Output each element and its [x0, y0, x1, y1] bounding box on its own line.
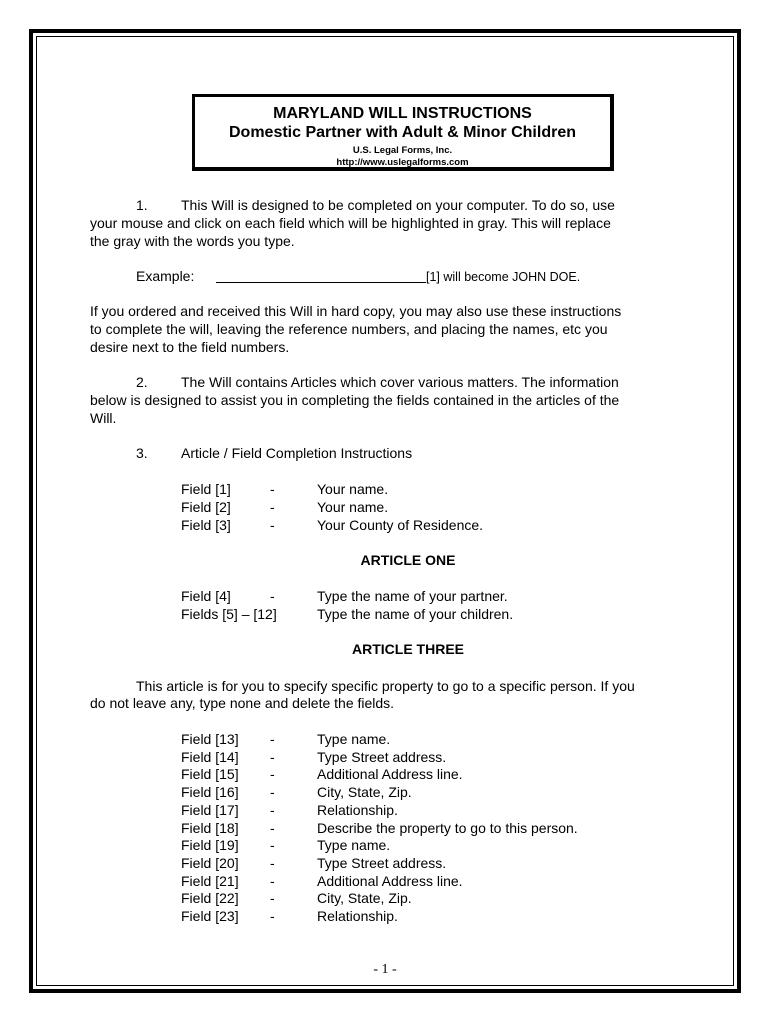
- field-description: Your name.: [317, 499, 389, 515]
- field-description: Type the name of your children.: [317, 606, 514, 622]
- field-dash: -: [270, 731, 275, 747]
- section2-line2: below is designed to assist you in completing the fields contained in the articles of the: [90, 392, 620, 408]
- field-dash: -: [270, 784, 275, 801]
- field-dash: -: [270, 517, 275, 533]
- field-label: Field [21]: [181, 872, 239, 889]
- field-label: Field [17]: [181, 801, 239, 818]
- example-blank-line: [216, 282, 426, 283]
- field-row: [181, 516, 661, 534]
- field-label: Field [3]: [181, 517, 231, 533]
- field-row: [181, 605, 661, 623]
- field-description: Describe the property to go to this person.: [317, 819, 578, 836]
- field-dash: -: [270, 819, 275, 836]
- section2-line3: Will.: [90, 410, 117, 426]
- field-dash: -: [270, 854, 275, 871]
- field-row: [181, 765, 661, 783]
- field-description: Type the name of your partner.: [317, 588, 508, 604]
- field-description: Type Street address.: [317, 748, 447, 765]
- field-description: Type Street address.: [317, 854, 447, 871]
- article-three-heading: ARTICLE THREE: [352, 641, 464, 657]
- field-description: Additional Address line.: [317, 766, 463, 783]
- title-box: [192, 94, 614, 171]
- field-row: [181, 801, 661, 819]
- document-subtitle: Domestic Partner with Adult & Minor Children: [229, 124, 576, 141]
- field-label: Field [13]: [181, 731, 239, 747]
- field-row: [181, 854, 661, 872]
- hardcopy-line2: to complete the will, leaving the reference numbers, and placing the names, etc you: [90, 321, 608, 337]
- field-description: City, State, Zip.: [317, 784, 412, 801]
- section1-line2: your mouse and click on each field which will be highlighted in gray. This will replace: [90, 215, 611, 231]
- field-dash: -: [270, 766, 275, 783]
- section2-number: 2.: [136, 374, 148, 390]
- article-three-line2: do not leave any, type none and delete the fields.: [90, 695, 395, 711]
- field-dash: -: [270, 872, 275, 889]
- field-description: Your County of Residence.: [317, 517, 484, 533]
- field-row: [181, 872, 661, 890]
- field-description: Type name.: [317, 731, 391, 747]
- section1-line1: This Will is designed to be completed on your computer. To do so, use: [181, 197, 615, 213]
- document-title: MARYLAND WILL INSTRUCTIONS: [273, 105, 532, 122]
- field-description: City, State, Zip.: [317, 890, 412, 907]
- field-label: Field [4]: [181, 588, 231, 604]
- section3-number: 3.: [136, 445, 148, 461]
- field-row: [181, 730, 661, 748]
- field-row: [181, 783, 661, 801]
- field-row: [181, 498, 661, 516]
- field-row: [181, 587, 661, 605]
- field-dash: -: [270, 801, 275, 818]
- field-dash: -: [270, 499, 275, 515]
- field-description: Type name.: [317, 837, 391, 854]
- field-dash: -: [270, 890, 275, 907]
- field-row: [181, 748, 661, 766]
- field-label: Field [14]: [181, 748, 239, 765]
- hardcopy-line3: desire next to the field numbers.: [90, 339, 290, 355]
- field-label: Field [2]: [181, 499, 231, 515]
- field-row: [181, 907, 661, 925]
- section1-number: 1.: [136, 197, 148, 213]
- field-dash: -: [270, 481, 275, 497]
- field-row: [181, 819, 661, 837]
- example-label: Example:: [136, 268, 195, 284]
- field-row: [181, 889, 661, 907]
- field-dash: -: [270, 908, 275, 924]
- company-name: U.S. Legal Forms, Inc.: [352, 145, 453, 156]
- field-label: Field [20]: [181, 854, 239, 871]
- company-url: http://www.uslegalforms.com: [336, 157, 469, 168]
- field-label: Fields [5] – [12]: [181, 606, 277, 622]
- field-description: Relationship.: [317, 908, 398, 924]
- field-label: Field [18]: [181, 819, 239, 836]
- field-row: [181, 836, 661, 854]
- field-label: Field [19]: [181, 837, 239, 854]
- field-label: Field [15]: [181, 766, 239, 783]
- field-description: Relationship.: [317, 801, 398, 818]
- field-dash: -: [270, 837, 275, 854]
- hardcopy-line1: If you ordered and received this Will in hard copy, you may also use these instructions: [90, 303, 622, 319]
- article-one-heading: ARTICLE ONE: [360, 552, 456, 568]
- field-row: [181, 480, 661, 498]
- field-dash: -: [270, 748, 275, 765]
- field-label: Field [1]: [181, 481, 231, 497]
- field-label: Field [23]: [181, 908, 239, 924]
- field-label: Field [16]: [181, 784, 239, 801]
- field-label: Field [22]: [181, 890, 239, 907]
- field-dash: -: [270, 588, 275, 604]
- section1-line3: the gray with the words you type.: [90, 233, 295, 249]
- section2-line1: The Will contains Articles which cover various matters. The information: [181, 374, 619, 390]
- field-description: Additional Address line.: [317, 872, 463, 889]
- section3-title: Article / Field Completion Instructions: [181, 445, 413, 461]
- page-number: - 1 -: [373, 962, 397, 977]
- article-three-line1: This article is for you to specify specific property to go to a specific person. If you: [136, 678, 635, 694]
- field-description: Your name.: [317, 481, 389, 497]
- example-after: [1] will become JOHN DOE.: [426, 270, 581, 284]
